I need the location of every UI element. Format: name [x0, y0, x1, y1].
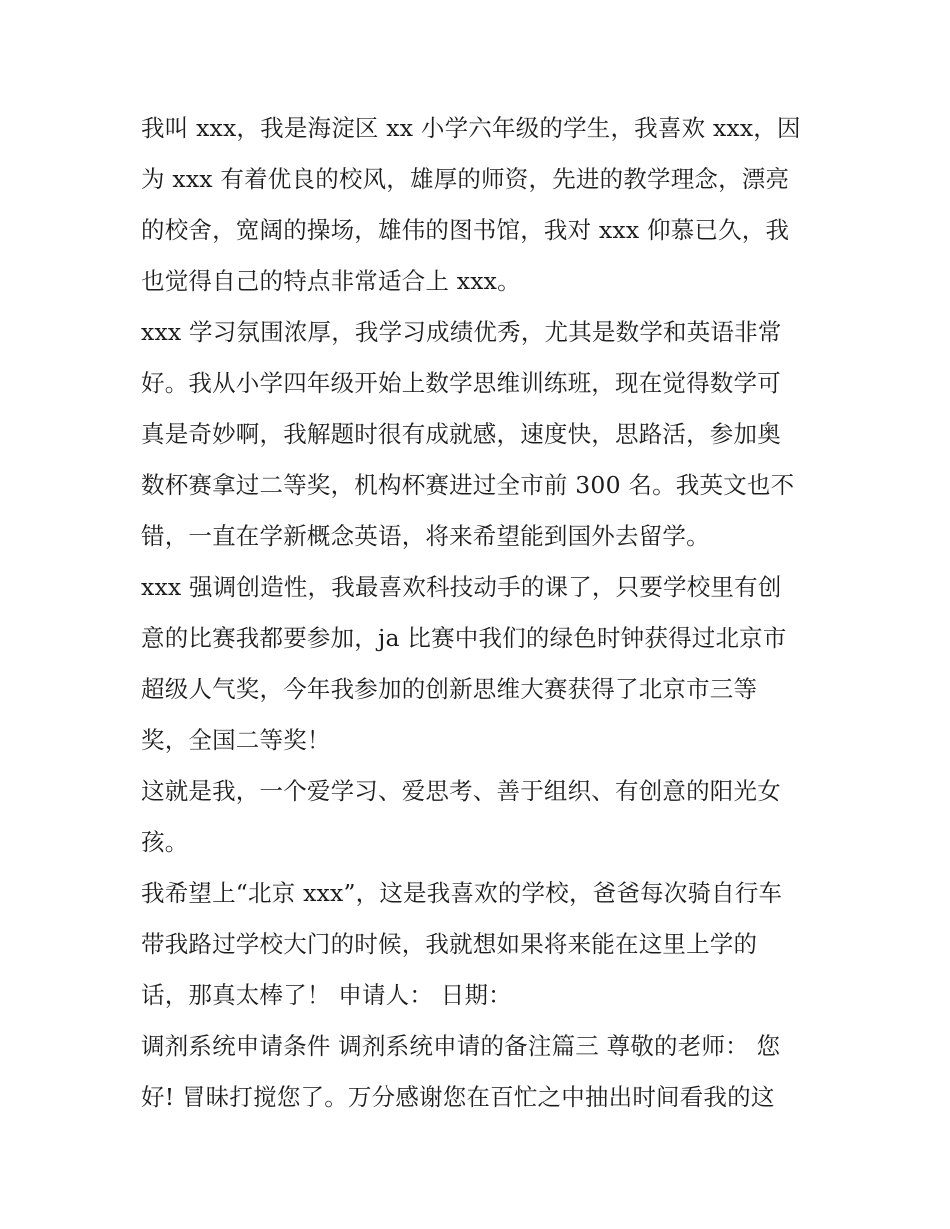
document-body [141, 103, 821, 1123]
text-line: 孩。 [141, 828, 189, 856]
text-line: 好! 冒昧打搅您了。万分感谢您在百忙之中抽出时间看我的这 [141, 1083, 775, 1111]
text-line: 意的比赛我都要参加，ja 比赛中我们的绿色时钟获得过北京市 [141, 624, 787, 652]
text-line: 为 xxx 有着优良的校风，雄厚的师资，先进的教学理念，漂亮 [141, 165, 790, 193]
text-line: 好。我从小学四年级开始上数学思维训练班，现在觉得数学可 [141, 369, 781, 397]
text-line: xxx 学习氛围浓厚，我学习成绩优秀，尤其是数学和英语非常 [141, 318, 782, 346]
text-line: 奖，全国二等奖！ [141, 726, 331, 754]
text-line: 数杯赛拿过二等奖，机构杯赛进过全市前 300 名。我英文也不 [141, 471, 795, 499]
text-line: xxx 强调创造性，我最喜欢科技动手的课了，只要学校里有创 [141, 573, 782, 601]
text-line: 的校舍，宽阔的操场，雄伟的图书馆，我对 xxx 仰慕已久，我 [141, 216, 790, 244]
text-line: 我希望上“北京 xxx”，这是我喜欢的学校，爸爸每次骑自行车 [141, 879, 783, 907]
text-line: 超级人气奖，今年我参加的创新思维大赛获得了北京市三等 [141, 675, 758, 703]
text-line: 调剂系统申请条件 调剂系统申请的备注篇三 尊敬的老师： 您 [141, 1032, 781, 1060]
text-line: 也觉得自己的特点非常适合上 xxx。 [141, 267, 521, 295]
text-line: 这就是我，一个爱学习、爱思考、善于组织、有创意的阳光女 [141, 777, 781, 805]
text-line: 错，一直在学新概念英语，将来希望能到国外去留学。 [141, 522, 710, 550]
text-line: 我叫 xxx，我是海淀区 xx 小学六年级的学生，我喜欢 xxx，因 [141, 114, 801, 142]
text-line: 话，那真太棒了！ 申请人： 日期： [141, 981, 512, 1009]
text-line: 真是奇妙啊，我解题时很有成就感，速度快，思路活，参加奥 [141, 420, 781, 448]
text-line: 带我路过学校大门的时候，我就想如果将来能在这里上学的 [141, 930, 758, 958]
